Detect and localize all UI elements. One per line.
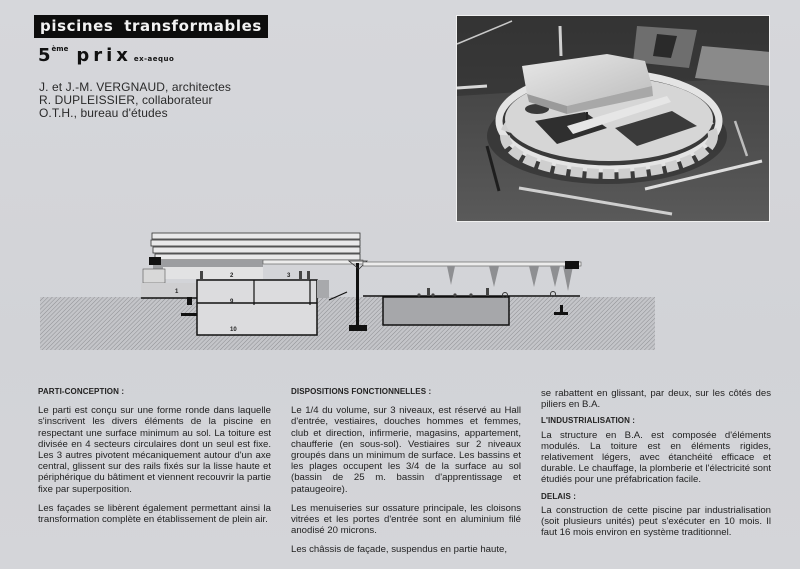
plant: [431, 293, 434, 296]
prize-heading: [38, 45, 174, 66]
paragraph: Le 1/4 du volume, sur 3 niveaux, est réservé au Hall d'entrée, vestiaires, douches hommes et femmes, club et direction, infirmerie, magasins, appartement, chaufferie (en sous-sol). Vestiaires sur 2 niveaux groupés dans un minimum de surface. Les bassins et les plages occupent les 3/4 de la surface au sol (bassin de 25 m. bassin d'apprentissage et pataugeoire).: [291, 405, 521, 495]
roof-hangers: [447, 266, 573, 291]
central-pillar: [356, 263, 359, 325]
roof-sector: [153, 247, 360, 253]
pool-basin: [383, 297, 509, 325]
entrance-hall: [141, 283, 201, 298]
architectural-model-photo: [456, 15, 770, 222]
room-label-2: 2: [230, 273, 234, 279]
paragraph: Les menuiseries sur ossature principale, les cloisons vitrées et les portes d'entrée sont en aluminium filé anodisé 20 microns.: [291, 502, 521, 537]
room-label-10: 10: [230, 327, 237, 333]
figure: [307, 271, 310, 279]
right-footing-base: [554, 312, 568, 315]
plant: [417, 293, 420, 296]
prize-qualifier: ex-aequo: [133, 55, 175, 63]
figure: [427, 288, 430, 296]
model-photo-graphic: [457, 16, 770, 222]
roof-sector: [155, 254, 360, 260]
plant: [469, 293, 472, 296]
right-parapet: [565, 261, 579, 269]
title-label: piscines transformables: [34, 15, 268, 38]
roof-sectors: [151, 233, 360, 260]
column-dispositions: [291, 386, 521, 564]
photo-site-line: [457, 86, 487, 88]
paragraph: Le parti est conçu sur une forme ronde dans laquelle s'inscrivent les divers éléments de la piscine en respectant une surface minimum au sol. La toiture est divisée en 4 secteurs circulaires dont un seul est fixe. Les 3 autres pivotent mécaniquement autour d'un axe central, glissent sur des rails fixés sur la lisse haute et périphérique du bâtiment et viennent recouvrir la partie fixe par superposition.: [38, 405, 271, 495]
heading-dispositions: DISPOSITIONS FONCTIONNELLES :: [291, 387, 432, 396]
room-label-1: 1: [175, 289, 179, 295]
cross-section-drawing: [35, 225, 665, 355]
roof-hanger: [489, 266, 499, 287]
column-industrialisation: [541, 388, 771, 543]
roof-hanger: [563, 266, 573, 291]
column-parti-conception: [38, 386, 271, 533]
roof-hanger: [529, 266, 539, 287]
prize-number: 5: [38, 45, 51, 66]
credits: [39, 81, 231, 120]
paragraph: Les châssis de façade, suspendus en partie haute,: [291, 544, 508, 556]
paragraph: Les façades se libèrent également permettant ainsi la transformation complète en établissement de plein air.: [38, 502, 271, 526]
roof-hanger: [550, 266, 560, 287]
stair-ramp: [317, 280, 329, 298]
prize-word: prix: [76, 45, 132, 66]
heading-industrialisation: L'INDUSTRIALISATION :: [541, 416, 636, 426]
basement-block: [197, 280, 317, 335]
left-parapet: [149, 257, 161, 265]
figure: [486, 288, 489, 296]
credit-collaborator: R. DUPLEISSIER, collaborateur: [39, 93, 213, 107]
room-label-3: 3: [287, 273, 291, 279]
ground-hatch: [40, 297, 655, 350]
figure: [299, 271, 302, 279]
prize-superscript: ème: [51, 45, 69, 53]
room-label-9: 9: [230, 299, 234, 305]
roof-sector: [152, 233, 360, 239]
level-2-space: [163, 267, 263, 279]
paragraph: La structure en B.A. est composée d'éléments modulés. La toiture est en éléments rigides, relativement légers, avec étanchéité efficace et durable. Le chauffage, la plomberie et l'électricité sont étudiés pour une préfabrication facile.: [541, 429, 771, 486]
heading-parti-conception: PARTI-CONCEPTION :: [38, 387, 125, 396]
figure: [200, 271, 203, 279]
plant: [453, 293, 456, 296]
roof-hanger: [447, 266, 455, 285]
credit-architects: J. et J.-M. VERGNAUD, architectes: [39, 80, 232, 94]
pillar-base: [349, 325, 367, 331]
credit-engineering: O.T.H., bureau d'études: [39, 106, 168, 120]
roof-sector: [151, 240, 360, 246]
paragraph: La construction de cette piscine par industrialisation (soit plusieurs unités) peut s'exécuter en 10 mois. Il faut 16 mois environ en système traditionnel.: [541, 504, 771, 539]
pool-hall-roof: [363, 262, 581, 266]
paragraph: se rabattent en glissant, par deux, sur les côtés des piliers en B.A.: [541, 388, 771, 411]
photo-mast: [560, 26, 561, 56]
left-balcony: [143, 269, 165, 283]
heading-delais: DELAIS :: [541, 491, 577, 501]
left-footing: [187, 297, 192, 305]
right-footing: [560, 305, 563, 313]
left-footing-base: [181, 313, 197, 316]
